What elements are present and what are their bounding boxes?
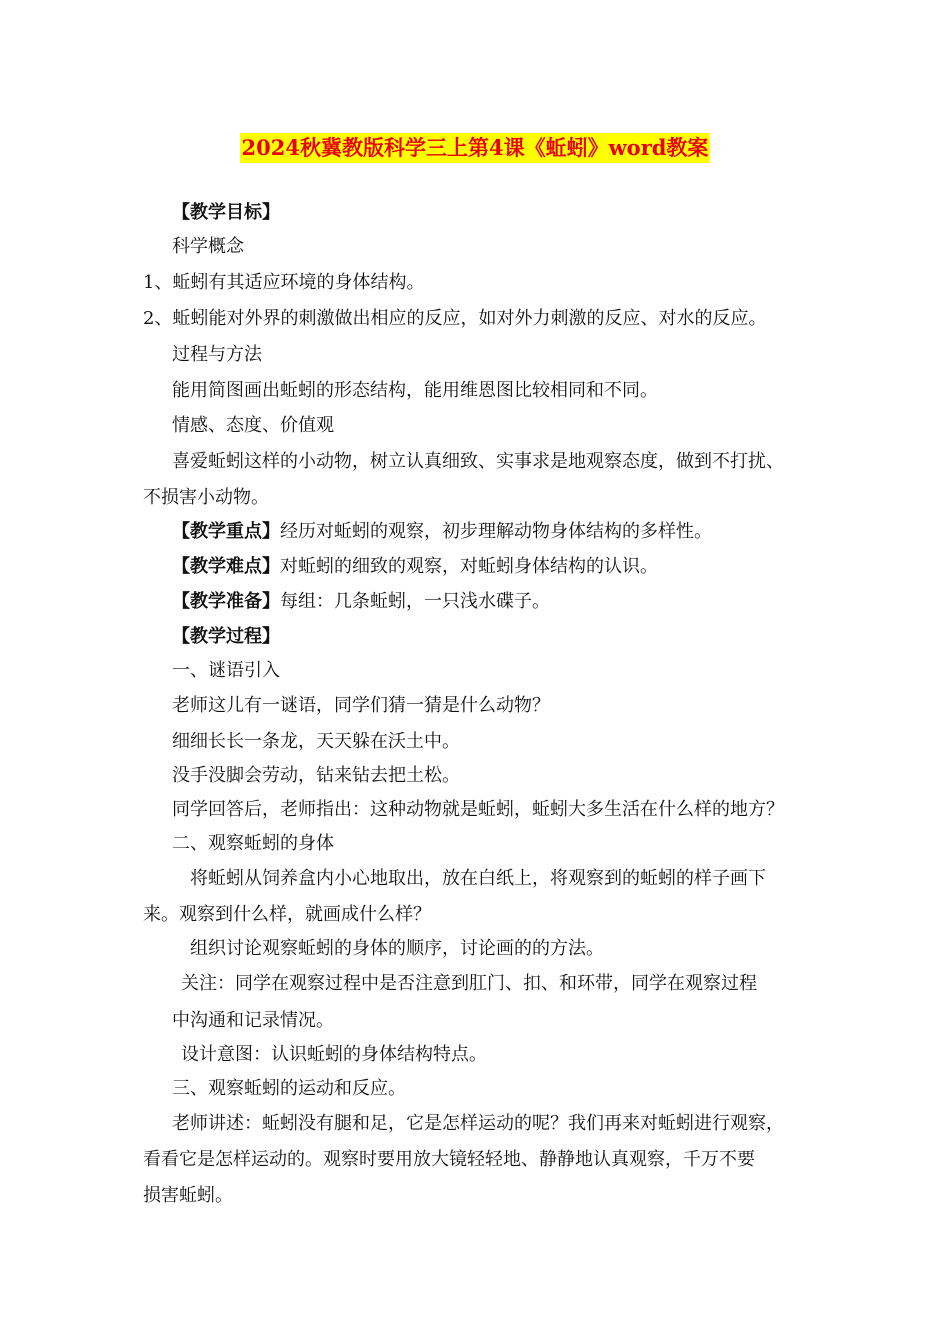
title-container [0, 133, 950, 163]
section-3-heading: 三、观察蚯蚓的运动和反应。 [172, 1078, 406, 1099]
goals-heading: 【教学目标】 [172, 202, 280, 223]
observe-line-2: 来。观察到什么样，就画成什么样？ [143, 904, 431, 925]
process-text: 能用简图画出蚯蚓的形态结构，能用维恩图比较相同和不同。 [172, 380, 658, 401]
key-point-label: 【教学重点】 [172, 521, 280, 542]
attention-line-1: 关注：同学在观察过程中是否注意到肛门、扣、和环带，同学在观察过程 [181, 973, 757, 994]
difficulty-label: 【教学难点】 [172, 556, 280, 577]
riddle-line-2: 没手没脚会劳动，钻来钻去把土松。 [172, 765, 460, 786]
attitude-text-line-2: 不损害小动物。 [143, 487, 269, 508]
design-intent: 设计意图：认识蚯蚓的身体结构特点。 [181, 1044, 487, 1065]
attention-line-2: 中沟通和记录情况。 [172, 1010, 334, 1031]
riddle-answer: 同学回答后，老师指出：这种动物就是蚯蚓，蚯蚓大多生活在什么样的地方？ [172, 799, 784, 820]
attitude-heading: 情感、态度、价值观 [172, 415, 334, 436]
discussion-text: 组织讨论观察蚯蚓的身体的顺序，讨论画的的方法。 [190, 938, 604, 959]
attitude-text-line-1: 喜爱蚯蚓这样的小动物，树立认真细致、实事求是地观察态度，做到不打扰、 [172, 451, 784, 472]
concept-item-2: 2、蚯蚓能对外界的刺激做出相应的反应，如对外力刺激的反应、对水的反应。 [143, 308, 767, 329]
section-2-heading: 二、观察蚯蚓的身体 [172, 833, 334, 854]
riddle-intro: 老师这儿有一谜语，同学们猜一猜是什么动物？ [172, 695, 550, 716]
preparation-text: 每组：几条蚯蚓，一只浅水碟子。 [280, 591, 550, 612]
preparation-label: 【教学准备】 [172, 591, 280, 612]
concept-heading: 科学概念 [172, 236, 244, 257]
concept-item-1: 1、蚯蚓有其适应环境的身体结构。 [143, 272, 425, 293]
lecture-line-3: 损害蚯蚓。 [143, 1185, 233, 1206]
difficulty-paragraph [172, 555, 658, 579]
observe-line-1: 将蚯蚓从饲养盒内小心地取出，放在白纸上，将观察到的蚯蚓的样子画下 [190, 868, 766, 889]
process-heading: 过程与方法 [172, 344, 262, 365]
procedure-heading: 【教学过程】 [172, 626, 280, 647]
preparation-paragraph [172, 590, 550, 614]
difficulty-text: 对蚯蚓的细致的观察，对蚯蚓身体结构的认识。 [280, 556, 658, 577]
lecture-line-1: 老师讲述：蚯蚓没有腿和足，它是怎样运动的呢？我们再来对蚯蚓进行观察， [172, 1113, 784, 1134]
section-1-heading: 一、谜语引入 [172, 660, 280, 681]
lecture-line-2: 看看它是怎样运动的。观察时要用放大镜轻轻地、静静地认真观察，千万不要 [143, 1149, 755, 1170]
document-title: 2024秋冀教版科学三上第4课《蚯蚓》word教案 [240, 133, 711, 163]
key-point-paragraph [172, 520, 712, 544]
key-point-text: 经历对蚯蚓的观察，初步理解动物身体结构的多样性。 [280, 521, 712, 542]
riddle-line-1: 细细长长一条龙，天天躲在沃土中。 [172, 731, 460, 752]
